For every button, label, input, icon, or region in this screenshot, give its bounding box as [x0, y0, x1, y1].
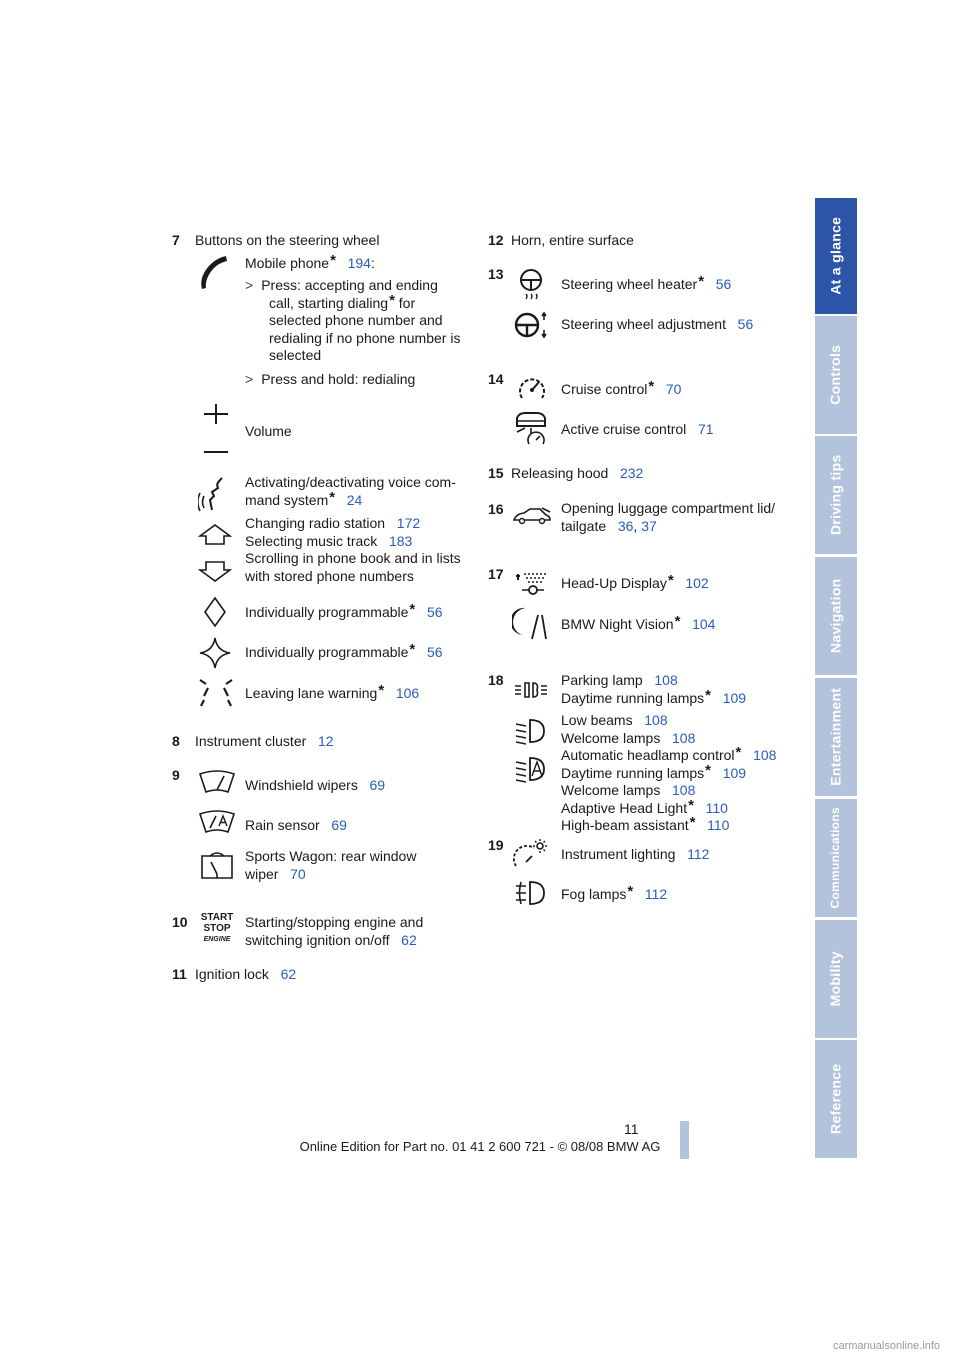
start-stop-button-icon: START STOP ENGINE	[200, 912, 234, 943]
diamond-button-icon	[203, 596, 227, 628]
head-up-display-icon	[514, 570, 548, 596]
mobile-phone-entry: Mobile phone* 194:	[245, 252, 375, 271]
ignition-lock-entry: Ignition lock 62	[195, 966, 297, 982]
steering-heater-entry: Steering wheel heater* 56	[561, 273, 732, 292]
steering-wheel-adjust-icon	[513, 310, 549, 340]
page-link-56d[interactable]: 56	[737, 316, 754, 332]
page-link-71[interactable]: 71	[697, 421, 714, 437]
voice-command-icon	[198, 474, 234, 514]
instrument-lighting-icon	[512, 838, 548, 870]
automatic-headlamp-icon	[514, 754, 550, 784]
parking-lamp-entry: Parking lamp 108 Daytime running lamps* 109	[561, 672, 747, 706]
page-link-56b[interactable]: 56	[426, 644, 443, 660]
programmable-entry-2: Individually programmable* 56	[245, 641, 443, 660]
page-link-108c[interactable]: 108	[672, 729, 696, 746]
rain-sensor-entry: Rain sensor 69	[245, 817, 347, 833]
luggage-compartment-icon	[512, 506, 552, 526]
page-link-56[interactable]: 56	[426, 604, 443, 620]
section-title-steering-buttons: Buttons on the steering wheel	[195, 232, 380, 248]
page-link-183[interactable]: 183	[388, 532, 413, 549]
section-number-11: 11	[172, 966, 187, 982]
section-number-12: 12	[488, 232, 504, 248]
instrument-lighting-entry: Instrument lighting 112	[561, 846, 710, 862]
page-link-108b[interactable]: 108	[644, 712, 668, 728]
fog-lamp-entry: Fog lamps* 112	[561, 883, 668, 902]
instrument-cluster-entry: Instrument cluster 12	[195, 733, 334, 749]
lowbeam-entry: Low beams 108 Welcome lamps 108 Automatic headlamp control* 108 Daytime running lamps* 109 Welcome lamps 108 Adaptive Head Light* 110 High-beam assistant* 110	[561, 712, 777, 833]
watermark: carmanualsonline.info	[832, 1340, 940, 1352]
page-link-172[interactable]: 172	[396, 515, 421, 531]
section-number-7: 7	[172, 232, 180, 248]
page-link-24[interactable]: 24	[346, 491, 363, 508]
horn-entry: Horn, entire surface	[511, 232, 634, 248]
page-link-109[interactable]: 109	[722, 689, 747, 706]
night-vision-icon	[512, 605, 548, 641]
page-link-112[interactable]: 112	[687, 846, 710, 862]
page-link-102[interactable]: 102	[685, 575, 709, 591]
phone-handset-icon	[196, 252, 232, 292]
section-number-10: 10	[172, 914, 188, 930]
page-link-12[interactable]: 12	[317, 733, 334, 749]
section-number-18: 18	[488, 672, 504, 688]
luggage-entry: Opening luggage compartment lid/ tailgate 36, 37	[561, 500, 776, 534]
windshield-wiper-icon	[198, 770, 236, 796]
arrow-down-icon	[198, 560, 232, 584]
steering-adjust-entry: Steering wheel adjustment 56	[561, 316, 754, 332]
lane-warning-icon	[198, 676, 234, 708]
volume-plus-minus-icon	[200, 400, 232, 460]
section-number-15: 15	[488, 465, 504, 481]
page-link-108d[interactable]: 108	[753, 747, 777, 763]
tab-navigation[interactable]: Navigation	[815, 557, 857, 675]
hold-description: > Press and hold: redialing	[245, 371, 416, 387]
cruise-control-icon	[516, 372, 548, 404]
page-link-36[interactable]: 36	[617, 517, 634, 534]
lane-warning-entry: Leaving lane warning* 106	[245, 682, 420, 701]
page-link-108e[interactable]: 108	[672, 782, 696, 798]
active-cruise-entry: Active cruise control 71	[561, 421, 714, 437]
section-number-17: 17	[488, 566, 504, 582]
section-number-19: 19	[488, 837, 504, 853]
cruise-control-entry: Cruise control* 70	[561, 378, 682, 397]
parking-lamp-icon	[513, 680, 549, 700]
section-number-14: 14	[488, 371, 504, 387]
hud-entry: Head-Up Display* 102	[561, 572, 709, 591]
tab-communications[interactable]: Communications	[815, 799, 857, 917]
page-link-70b[interactable]: 70	[665, 381, 682, 397]
page-link-104[interactable]: 104	[692, 616, 716, 632]
active-cruise-icon	[513, 410, 549, 446]
fog-lamp-icon	[514, 878, 548, 908]
night-vision-entry: BMW Night Vision* 104	[561, 613, 716, 632]
tab-reference[interactable]: Reference	[815, 1040, 857, 1158]
section-number-13: 13	[488, 266, 504, 282]
page-number: 11	[624, 1121, 639, 1137]
page-link-194[interactable]: 194	[347, 255, 371, 271]
rain-sensor-icon	[198, 810, 236, 836]
star-button-icon	[198, 636, 232, 670]
section-number-16: 16	[488, 501, 504, 517]
releasing-hood-entry: Releasing hood 232	[511, 465, 644, 481]
page-link-106[interactable]: 106	[395, 685, 420, 701]
page-link-110b[interactable]: 110	[707, 817, 730, 833]
page-link-112b[interactable]: 112	[644, 886, 668, 902]
tab-at-a-glance[interactable]: At a glance	[815, 198, 857, 314]
press-description: > Press: accepting and ending call, starting dialing* for selected phone number and redialing if no phone number is selected	[245, 277, 461, 363]
page-link-62b[interactable]: 62	[280, 966, 297, 982]
page-link-62[interactable]: 62	[401, 931, 417, 948]
rear-wiper-entry: Sports Wagon: rear window wiper 70	[245, 848, 417, 882]
page-link-69b[interactable]: 69	[331, 817, 347, 833]
page-link-70[interactable]: 70	[290, 865, 306, 882]
wipers-entry: Windshield wipers 69	[245, 777, 386, 793]
section-number-8: 8	[172, 733, 180, 749]
footer-edition: Online Edition for Part no. 01 41 2 600 721 - © 08/08 BMW AG	[299, 1139, 661, 1154]
page-link-109b[interactable]: 109	[722, 764, 747, 781]
rear-wiper-icon	[198, 848, 236, 882]
low-beam-icon	[514, 716, 546, 746]
arrow-up-icon	[198, 522, 232, 546]
page-link-110[interactable]: 110	[705, 799, 728, 816]
programmable-entry-1: Individually programmable* 56	[245, 601, 443, 620]
section-number-9: 9	[172, 767, 180, 783]
page-link-69[interactable]: 69	[369, 777, 386, 793]
page-link-108[interactable]: 108	[654, 672, 678, 688]
voice-command-entry: Activating/deactivating voice com- mand system* 24	[245, 474, 456, 508]
page-link-232[interactable]: 232	[619, 465, 644, 481]
page-link-37[interactable]: 37	[641, 517, 657, 534]
steering-wheel-heater-icon	[516, 268, 546, 300]
tab-entertainment[interactable]: Entertainment	[815, 678, 857, 796]
start-stop-entry: Starting/stopping engine and switching ignition on/off 62	[245, 914, 424, 948]
page-link-56c[interactable]: 56	[715, 276, 732, 292]
tab-mobility[interactable]: Mobility	[815, 920, 857, 1038]
tab-driving-tips[interactable]: Driving tips	[815, 436, 857, 554]
tab-controls[interactable]: Controls	[815, 316, 857, 434]
volume-label: Volume	[245, 423, 292, 439]
radio-entry: Changing radio station 172 Selecting music track 183 Scrolling in phone book and in lists with stored phone numbers	[245, 515, 461, 584]
